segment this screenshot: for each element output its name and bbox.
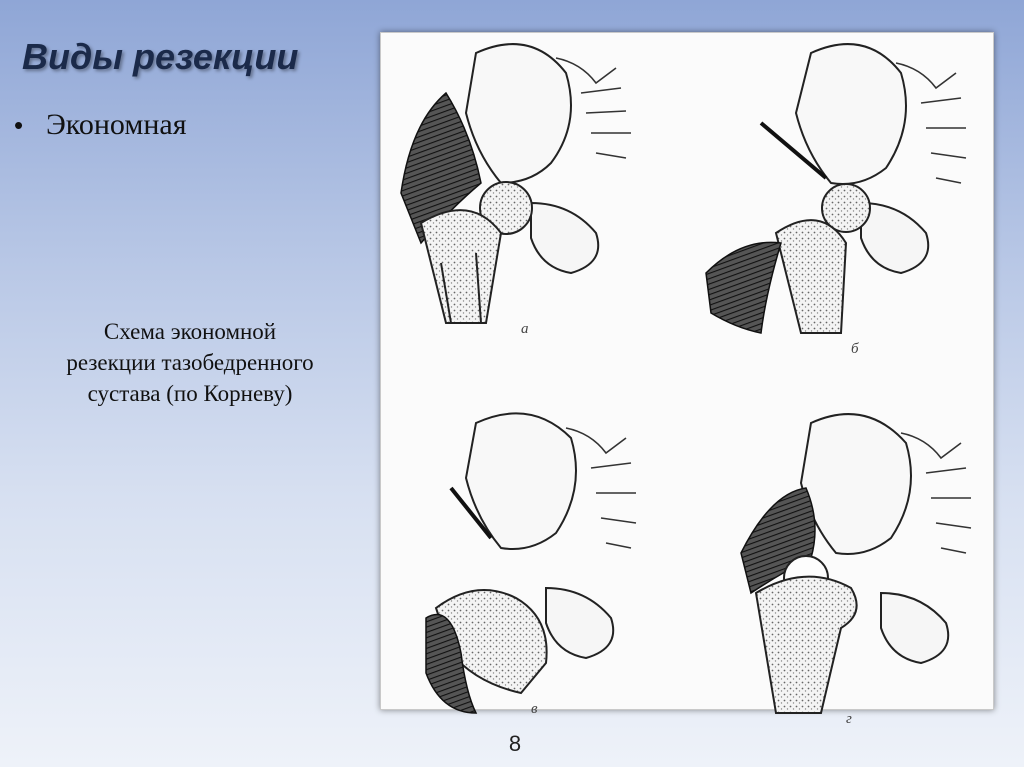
bullet-item <box>14 108 187 142</box>
panel-label: в <box>531 701 538 717</box>
figure-caption <box>20 316 360 409</box>
panel-a <box>401 44 631 337</box>
page-number: 8 <box>508 731 522 756</box>
caption-line: Схема экономной <box>103 319 277 344</box>
panel-label: б <box>851 341 859 357</box>
caption-line: резекции тазобедренного <box>66 350 314 375</box>
panel-d <box>741 414 971 727</box>
panel-b <box>706 44 966 357</box>
hip-resection-illustration <box>381 33 993 727</box>
anatomical-figure <box>380 32 994 727</box>
panel-label: а <box>521 321 529 337</box>
panel-c <box>426 413 636 717</box>
caption-line: сустава (по Корневу) <box>87 381 293 406</box>
panel-label: г <box>846 711 852 727</box>
bullet-icon: • <box>14 110 24 140</box>
bullet-text: Экономная <box>46 108 187 141</box>
slide-title: Виды резекции <box>22 36 299 77</box>
